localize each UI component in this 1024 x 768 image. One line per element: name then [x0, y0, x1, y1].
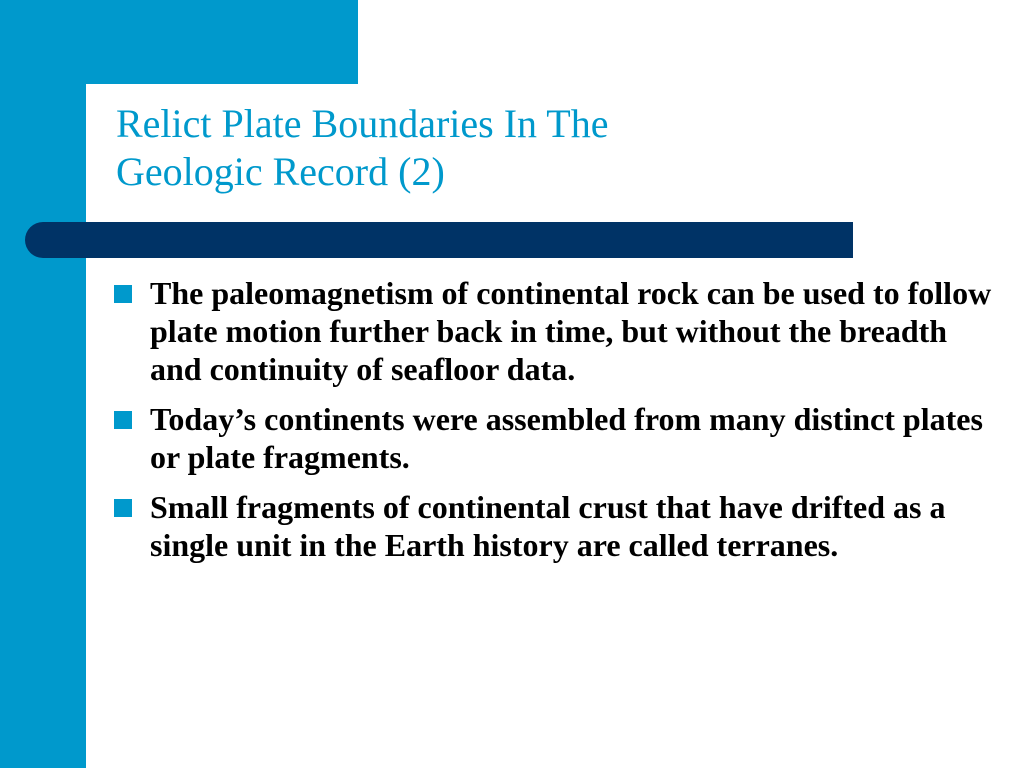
bullet-item [114, 488, 994, 564]
square-bullet-icon [114, 285, 132, 303]
bullet-text: The paleomagnetism of continental rock can be used to follow plate motion further back in time, but without the breadth and continuity of seafloor data. [150, 275, 992, 387]
bullet-item [114, 400, 994, 476]
title-divider-bar [25, 222, 853, 258]
slide-title-line-1: Relict Plate Boundaries In The [116, 101, 609, 146]
bullet-text: Small fragments of continental crust that have drifted as a single unit in the Earth history are called terranes. [150, 489, 946, 563]
slide-title [116, 100, 976, 196]
bullet-list [114, 274, 994, 576]
top-accent-band [0, 0, 358, 84]
slide-title-line-2: Geologic Record (2) [116, 149, 445, 194]
left-accent-band [0, 0, 86, 768]
square-bullet-icon [114, 499, 132, 517]
bullet-text: Today’s continents were assembled from many distinct plates or plate fragments. [150, 401, 983, 475]
bullet-item [114, 274, 994, 388]
square-bullet-icon [114, 411, 132, 429]
